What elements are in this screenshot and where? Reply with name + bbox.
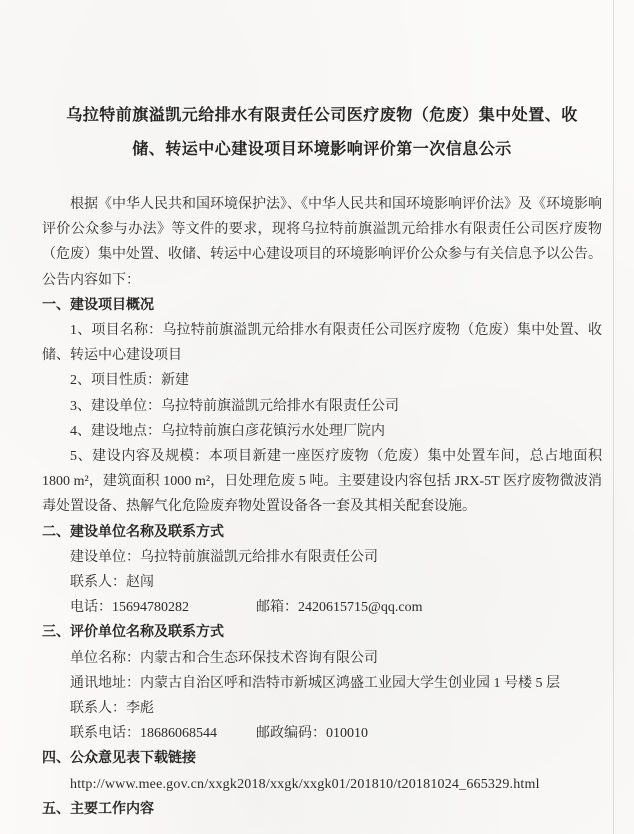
evaluator-address-value: 内蒙古自治区呼和浩特市新城区鸿盛工业园大学生创业园 1 号楼 5 层 [140, 675, 560, 691]
scan-artifact-line [613, 0, 614, 834]
builder-unit-value: 乌拉特前旗溢凯元给排水有限责任公司 [140, 549, 378, 565]
notice-document [42, 0, 602, 822]
overview-item-scale: 5、建设内容及规模：本项目新建一座医疗废物（危废）集中处置车间，总占地面积 1800 m²，建筑面积 1000 m²，日处理危废 5 吨。主要建设内容包括 JRX-5T 医疗废物微波消毒处置设备、热解气化危险废弃物处置设备各一套及其相关配套设施。 [42, 449, 602, 515]
evaluator-name-label: 单位名称： [70, 650, 140, 666]
section-1-heading: 一、建设项目概况 [42, 297, 154, 313]
builder-contact-label: 联系人： [70, 575, 126, 591]
builder-unit-label: 建设单位： [70, 549, 140, 565]
overview-item-project-name: 1、项目名称：乌拉特前旗溢凯元给排水有限责任公司医疗废物（危废）集中处置、收储、转运中心建设项目 [42, 323, 602, 364]
evaluator-postcode-label: 邮政编码： [256, 726, 326, 742]
evaluator-postcode [256, 726, 368, 741]
builder-phone-value: 15694780282 [112, 600, 189, 616]
document-title [42, 99, 602, 167]
download-link-url: http://www.mee.gov.cn/xxgk2018/xxgk/xxgk01/201810/t20181024_665329.html [70, 776, 540, 792]
overview-item-location: 4、建设地点：乌拉特前旗白彦花镇污水处理厂院内 [70, 423, 385, 439]
builder-email-label: 邮箱： [256, 600, 298, 616]
builder-phone [70, 595, 256, 620]
builder-contact-row [42, 570, 602, 595]
evaluator-phone-postcode-row [42, 721, 602, 746]
evaluator-postcode-value: 010010 [326, 726, 368, 742]
evaluator-contact-label: 联系人： [70, 701, 126, 717]
evaluator-name-row [42, 646, 602, 671]
evaluator-contact-value: 李彪 [126, 701, 154, 717]
builder-email [256, 600, 423, 615]
builder-unit-row [42, 545, 602, 570]
document-title-line2: 储、转运中心建设项目环境影响评价第一次信息公示 [132, 141, 512, 158]
evaluator-contact-row [42, 696, 602, 721]
overview-item-builder: 3、建设单位：乌拉特前旗溢凯元给排水有限责任公司 [70, 398, 399, 414]
overview-item-project-nature: 2、项目性质：新建 [70, 373, 189, 389]
builder-contact-value: 赵闯 [126, 575, 154, 591]
evaluator-name-value: 内蒙古和合生态环保技术咨询有限公司 [140, 650, 378, 666]
section-5-heading: 五、主要工作内容 [42, 801, 154, 817]
document-title-line1: 乌拉特前旗溢凯元给排水有限责任公司医疗废物（危废）集中处置、收 [66, 107, 578, 124]
section-3-heading: 三、评价单位名称及联系方式 [42, 625, 224, 641]
builder-phone-email-row [42, 595, 602, 620]
evaluator-phone-value: 18686068544 [140, 726, 217, 742]
builder-phone-label: 电话： [70, 600, 112, 616]
evaluator-phone-label: 联系电话： [70, 726, 140, 742]
document-body [42, 192, 602, 822]
evaluator-address-row [42, 671, 602, 696]
builder-email-value: 2420615715@qq.com [298, 600, 423, 616]
intro-paragraph: 根据《中华人民共和国环境保护法》、《中华人民共和国环境影响评价法》及《环境影响评价公众参与办法》等文件的要求，现将乌拉特前旗溢凯元给排水有限责任公司医疗废物（危废）集中处置、收储、转运中心建设项目的环境影响评价公众参与有关信息予以公告。公告内容如下： [42, 197, 602, 288]
section-4-heading: 四、公众意见表下载链接 [42, 751, 196, 767]
evaluator-address-label: 通讯地址： [70, 675, 140, 691]
evaluator-phone [70, 721, 256, 746]
section-2-heading: 二、建设单位名称及联系方式 [42, 524, 224, 540]
